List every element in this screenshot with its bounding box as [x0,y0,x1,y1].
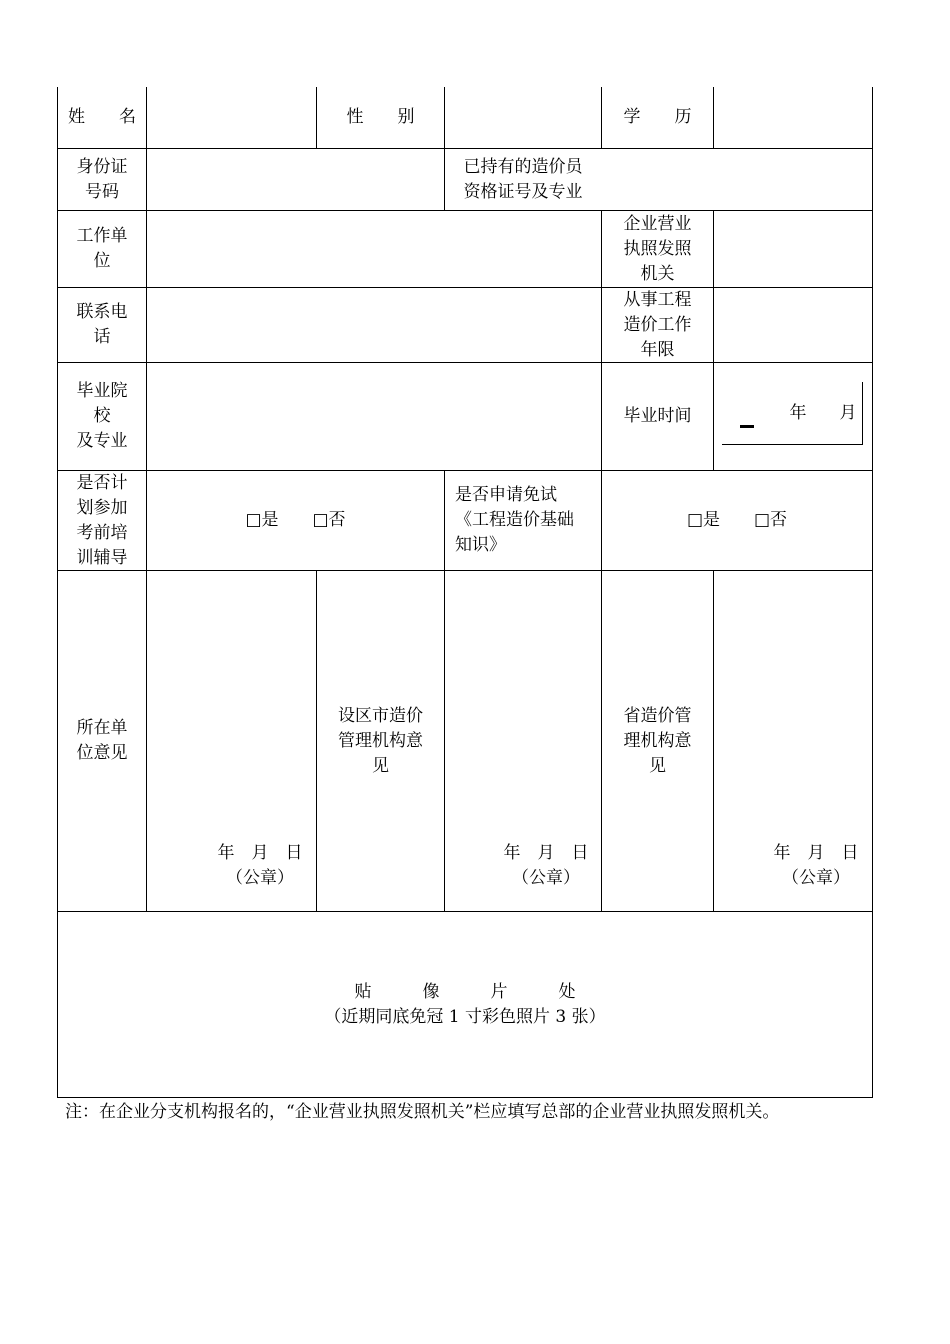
city-seal: （公章） [512,868,580,888]
school-field[interactable] [147,363,601,470]
province-opinion-label: 省造价管 理机构意 见 [623,705,692,776]
cert-label: 已持有的造价员 资格证号及专业 [463,156,583,202]
rule-grad-time-box [722,444,863,445]
footnote: 注：在企业分支机构报名的，“企业营业执照发照机关”栏应填写总部的企业营业执照发照机关。 [65,1102,780,1122]
phone-label: 联系电 话 [76,302,128,347]
employer-field[interactable] [147,211,601,287]
gender-field[interactable] [445,87,601,148]
rule-photo-bottom [57,1097,873,1098]
cert-field[interactable] [602,149,872,210]
exempt-options[interactable]: □是 □否 [686,510,788,530]
education-label: 学 历 [623,107,692,127]
photo-subtitle: （近期同底免冠 1 寸彩色照片 3 张） [324,1007,606,1027]
province-seal: （公章） [782,868,850,888]
id-number-label: 身份证 号码 [76,156,128,202]
license-authority-label: 企业营业 执照发照 机关 [623,213,692,284]
grad-year-text: 年 [789,403,807,423]
name-field[interactable] [147,87,316,148]
gender-label: 性 别 [346,107,415,127]
province-date-line: 年 月 日 [773,843,859,863]
school-label: 毕业院 校 及专业 [76,381,128,451]
work-years-label: 从事工程 造价工作 年限 [623,289,692,360]
unit-date-line: 年 月 日 [217,843,303,863]
id-number-field[interactable] [147,149,444,210]
rule-row6-bottom [57,570,873,571]
grad-time-label: 毕业时间 [623,406,692,426]
unit-opinion-label: 所在单 位意见 [76,718,128,763]
grad-month-text: 月 [839,403,857,423]
rule-row7-bottom [57,911,873,912]
exempt-label: 是否申请免试 《工程造价基础 知识》 [455,485,574,555]
city-date-line: 年 月 日 [503,843,589,863]
education-field[interactable] [714,87,872,148]
license-authority-field[interactable] [714,211,872,287]
training-label: 是否计 划参加 考前培 训辅导 [76,472,128,568]
phone-field[interactable] [147,288,601,362]
employer-label: 工作单 位 [76,226,128,271]
rule-right-border [872,87,873,1098]
rule-col5-c [713,570,714,912]
city-opinion-label: 设区市造价 管理机构意 见 [338,705,423,776]
rule-col3-b [444,470,445,912]
unit-seal: （公章） [226,868,294,888]
training-options[interactable]: □是 □否 [245,510,346,530]
name-label: 姓 名 [68,107,136,127]
photo-title: 贴 像 片 处 [354,982,576,1002]
rule-grad-time-box-right [862,382,863,445]
work-years-field[interactable] [714,288,872,362]
year-input-blank[interactable] [740,425,754,428]
